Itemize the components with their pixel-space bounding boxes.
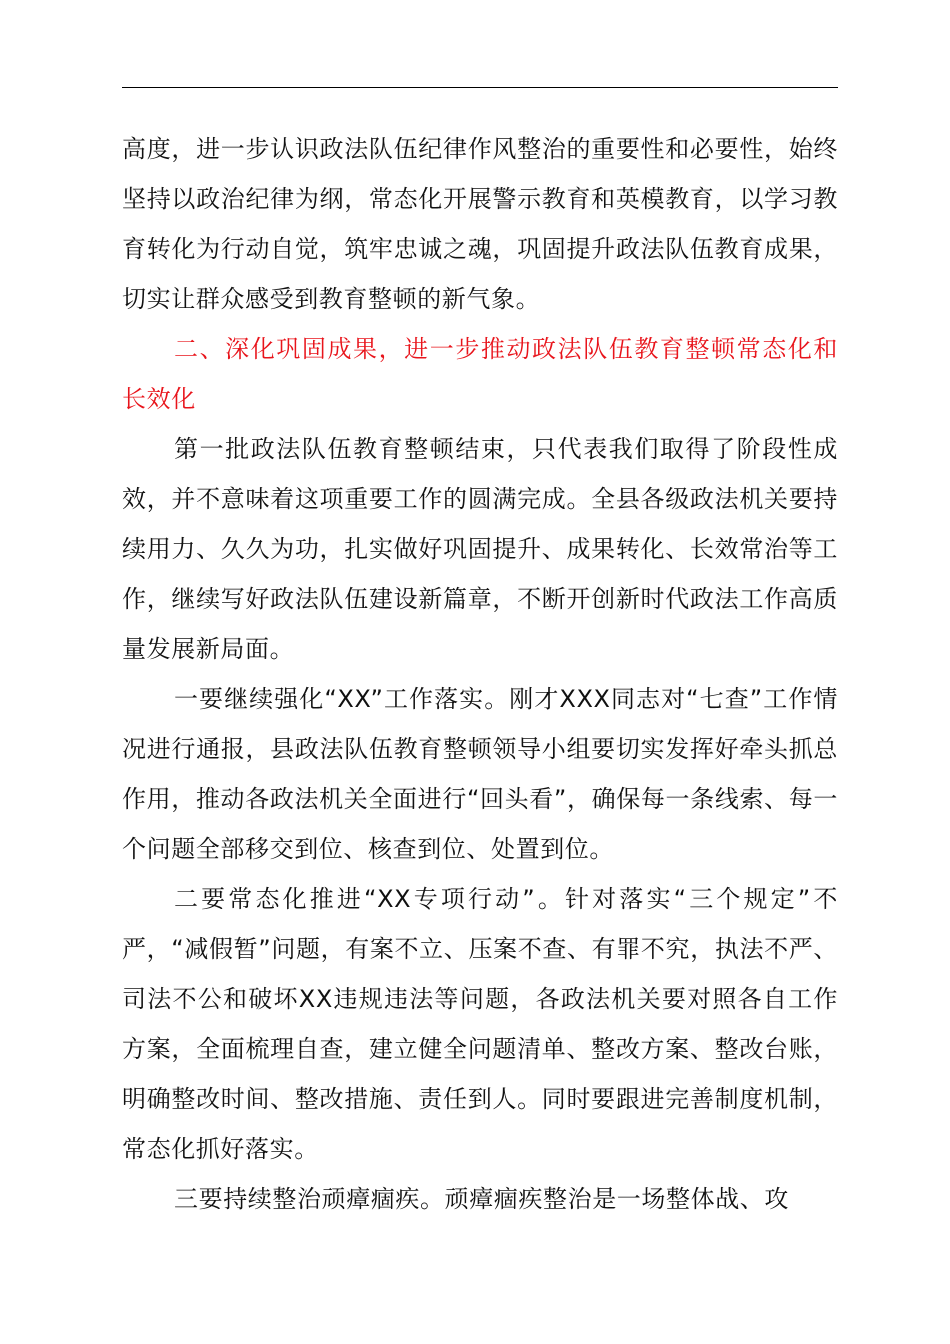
paragraph-point-3: 三要持续整治顽瘴痼疾。顽瘴痼疾整治是一场整体战、攻 bbox=[174, 1185, 789, 1213]
section-heading-2: 二、深化巩固成果，进一步推动政法队伍教育整顿常态化和长效化 bbox=[122, 335, 838, 413]
document-body bbox=[122, 124, 838, 1224]
header-rule bbox=[122, 87, 838, 88]
paragraph-continuation: 高度，进一步认识政法队伍纪律作风整治的重要性和必要性，始终坚持以政治纪律为纲，常态化开展警示教育和英模教育，以学习教育转化为行动自觉，筑牢忠诚之魂，巩固提升政法队伍教育成果，切实让群众感受到教育整顿的新气象。 bbox=[122, 135, 838, 313]
paragraph-point-1: 一要继续强化“XX”工作落实。刚才XXX同志对“七查”工作情况进行通报，县政法队伍教育整顿领导小组要切实发挥好牵头抓总作用，推动各政法机关全面进行“回头看”，确保每一条线索、每一个问题全部移交到位、核查到位、处置到位。 bbox=[122, 685, 838, 863]
paragraph-point-2: 二要常态化推进“XX专项行动”。针对落实“三个规定”不严，“减假暂”问题，有案不立、压案不查、有罪不究，执法不严、司法不公和破坏XX违规违法等问题，各政法机关要对照各自工作方案，全面梳理自查，建立健全问题清单、整改方案、整改台账，明确整改时间、整改措施、责任到人。同时要跟进完善制度机制，常态化抓好落实。 bbox=[122, 885, 838, 1163]
paragraph-phase-summary: 第一批政法队伍教育整顿结束，只代表我们取得了阶段性成效，并不意味着这项重要工作的圆满完成。全县各级政法机关要持续用力、久久为功，扎实做好巩固提升、成果转化、长效常治等工作，继续写好政法队伍建设新篇章，不断开创新时代政法工作高质量发展新局面。 bbox=[122, 435, 838, 663]
